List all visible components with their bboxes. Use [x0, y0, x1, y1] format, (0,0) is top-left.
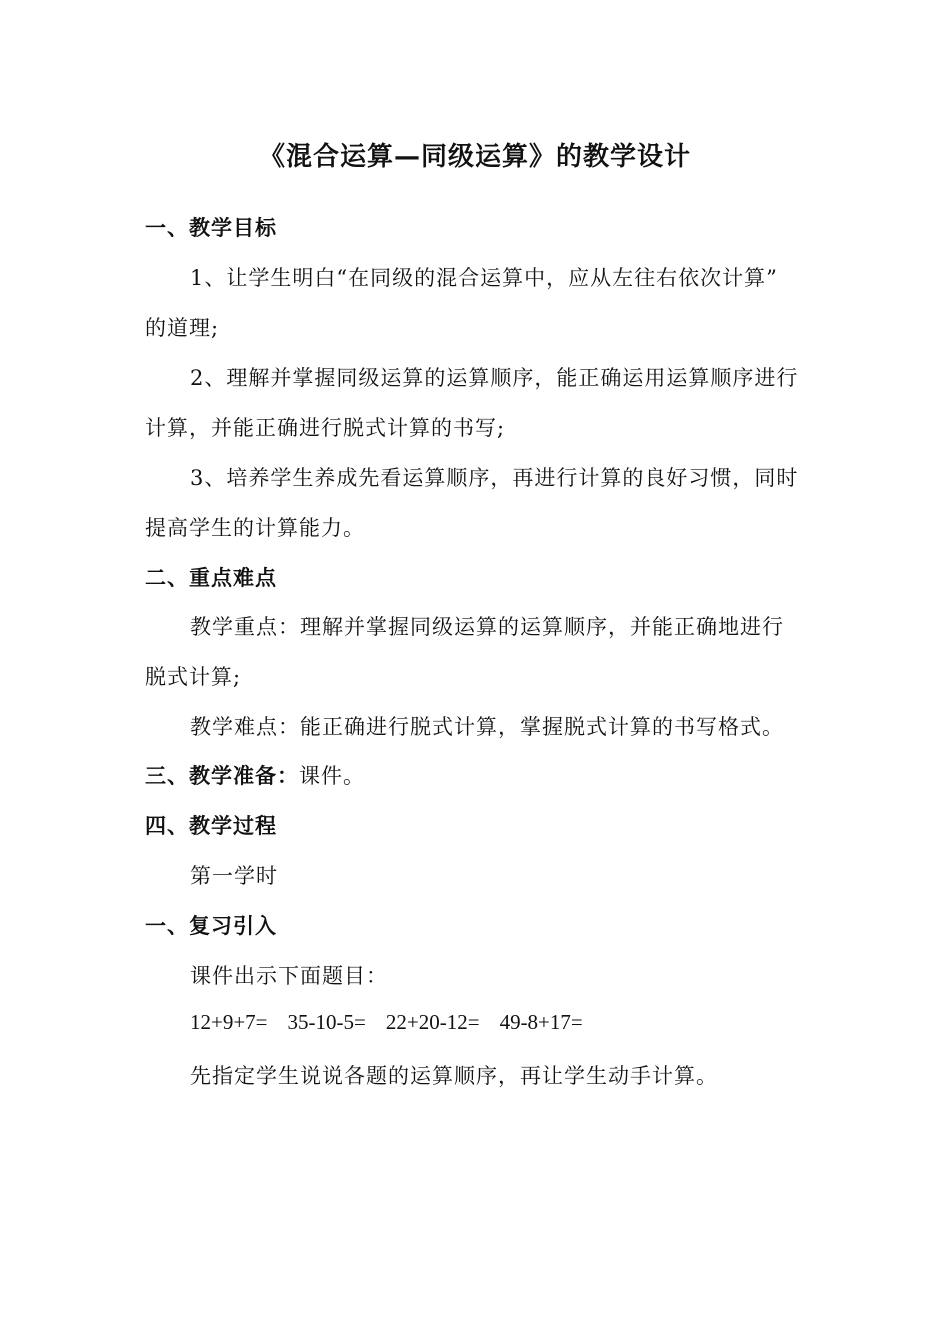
show-problems-text: 课件出示下面题目：: [190, 964, 388, 988]
section-heading-process: 四、教学过程: [145, 814, 277, 838]
instruction-text: 先指定学生说说各题的运算顺序，再让学生动手计算。: [190, 1064, 718, 1088]
goal-1-line-2: 的道理;: [145, 316, 220, 340]
section-heading-key-points: 二、重点难点: [145, 566, 277, 590]
key-point-line-2: 脱式计算;: [145, 665, 242, 689]
section-preparation: [145, 760, 365, 790]
goal-3-line-1: 3、培养学生养成先看运算顺序，再进行计算的良好习惯，同时: [190, 466, 799, 490]
section-heading-review: 一、复习引入: [145, 914, 277, 938]
equation-list: [190, 1010, 603, 1035]
preparation-text: 课件。: [299, 764, 365, 788]
section-heading-preparation: 三、教学准备：: [145, 764, 299, 788]
lesson-label: 第一学时: [190, 864, 278, 888]
equation-2: 35-10-5=: [287, 1010, 366, 1034]
page-title: 《混合运算—同级运算》的教学设计: [258, 142, 691, 172]
difficulty-line: 教学难点：能正确进行脱式计算，掌握脱式计算的书写格式。: [190, 715, 784, 739]
equation-3: 22+20-12=: [385, 1010, 480, 1034]
key-point-line-1: 教学重点：理解并掌握同级运算的运算顺序，并能正确地进行: [190, 615, 784, 639]
goal-3-line-2: 提高学生的计算能力。: [145, 516, 365, 540]
goal-1-line-1: 1、让学生明白“在同级的混合运算中，应从左往右依次计算”: [190, 266, 778, 290]
equation-1: 12+9+7=: [190, 1010, 268, 1034]
goal-2-line-2: 计算，并能正确进行脱式计算的书写;: [145, 416, 506, 440]
goal-2-line-1: 2、理解并掌握同级运算的运算顺序，能正确运用运算顺序进行: [190, 366, 799, 390]
equation-4: 49-8+17=: [499, 1010, 583, 1034]
section-heading-goals: 一、教学目标: [145, 216, 277, 240]
